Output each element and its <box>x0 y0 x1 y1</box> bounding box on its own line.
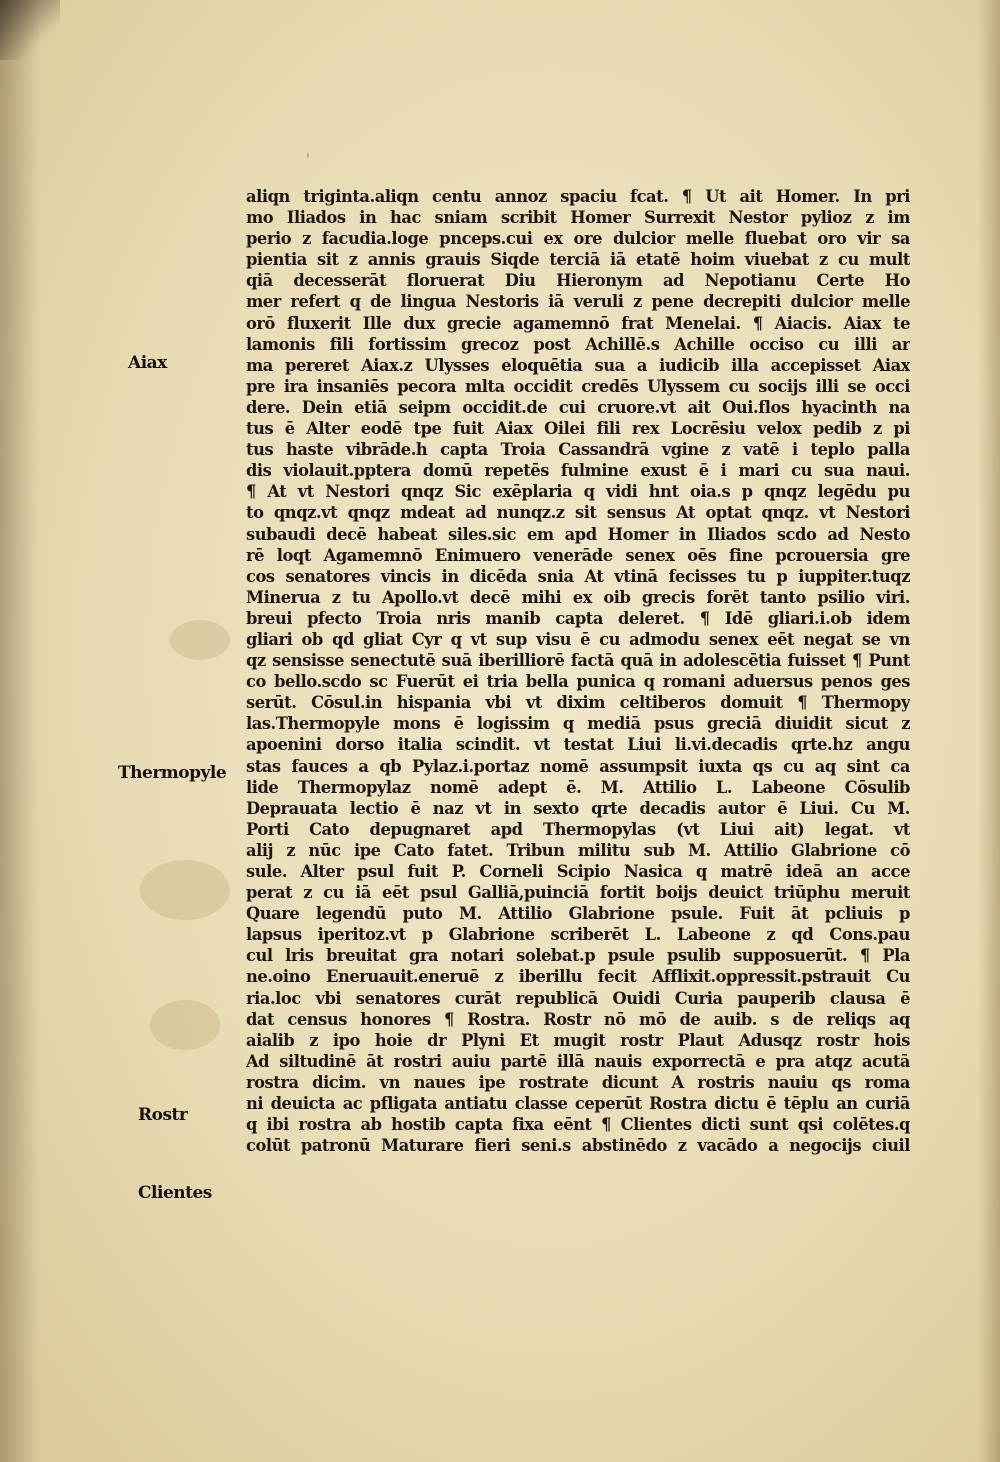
text-line: lapsus iperitoz.vt p Glabrione scriberēt L. Labeone z qd Cons.pau <box>246 925 910 945</box>
text-line: alij z nūc ipe Cato fatet. Tribun militu sub M. Attilio Glabrione cō <box>246 840 910 860</box>
text-line: ria.loc vbi senatores curāt republicā Ouidi Curia pauperib clausa ē <box>246 988 910 1008</box>
text-line: Ad siltudinē āt rostri auiu partē illā nauis exporrectā e pra atqz acutā <box>246 1051 910 1071</box>
text-line: perat z cu iā eēt psul Galliā,puinciā fortit boijs deuict triūphu meruit <box>246 883 910 903</box>
text-line: lide Thermopylaz nomē adept ē. M. Attilio L. Labeone Cōsulib <box>246 777 910 797</box>
text-line: ¶ At vt Nestori qnqz Sic exēplaria q vidi hnt oia.s p qnqz legēdu pu <box>246 482 910 502</box>
text-line: pientia sit z annis grauis Siqde terciā iā etatē hoim viuebat z cu mult <box>246 250 910 270</box>
text-line: dere. Dein etiā seipm occidit.de cui cruore.vt ait Oui.flos hyacinth na <box>246 397 910 417</box>
text-line: rē loqt Agamemnō Enimuero venerāde senex oēs fine pcrouersia gre <box>246 545 910 565</box>
text-line: q ibi rostra ab hostib capta fixa eēnt ¶ Clientes dicti sunt qsi colētes.q <box>246 1115 910 1135</box>
text-line: co bello.scdo sc Fuerūt ei tria bella punica q romani aduersus penos ges <box>246 672 910 692</box>
text-line: orō fluxerit Ille dux grecie agamemnō frat Menelai. ¶ Aiacis. Aiax te <box>246 313 910 333</box>
text-line: perio z facudia.loge pnceps.cui ex ore dulcior melle fluebat oro vir sa <box>246 229 910 249</box>
text-line: pre ira insaniēs pecora mlta occidit credēs Ulyssem cu socijs illi se occi <box>246 376 910 396</box>
paper-stain <box>150 1000 220 1050</box>
text-line: qz sensisse senectutē suā iberilliorē factā quā in adolescētia fuisset ¶ Punt <box>246 651 910 671</box>
text-line: subaudi decē habeat siles.sic em apd Homer in Iliados scdo ad Nesto <box>246 524 910 544</box>
text-line: rostra dicim. vn naues ipe rostrate dicunt A rostris nauiu qs roma <box>246 1072 910 1092</box>
margin-note-clientes: Clientes <box>138 1183 212 1203</box>
text-line: cos senatores vincis in dicēda snia At vtinā fecisses tu p iuppiter.tuqz <box>246 566 910 586</box>
text-line: dat census honores ¶ Rostra. Rostr nō mō de auib. s de reliqs aq <box>246 1009 910 1029</box>
text-line: sule. Alter psul fuit P. Corneli Scipio Nasica q matrē ideā an acce <box>246 862 910 881</box>
text-line: qiā decesserāt floruerat Diu Hieronym ad Nepotianu Certe Ho <box>246 271 910 291</box>
text-line: stas fauces a qb Pylaz.i.portaz nomē assumpsit iuxta qs cu aq sint ca <box>246 756 910 776</box>
text-line: ni deuicta ac pfligata antiatu classe ceperūt Rostra dictu ē tēplu an curiā <box>246 1094 910 1114</box>
text-line: gliari ob qd gliat Cyr q vt sup visu ē cu admodu senex eēt negat se vn <box>246 629 910 649</box>
text-line: to qnqz.vt qnqz mdeat ad nunqz.z sit sensus At optat qnqz. vt Nestori <box>246 503 910 523</box>
gutter-shadow <box>0 0 40 1462</box>
text-line: tus haste vibrāde.h capta Troia Cassandrā vgine z vatē i teplo palla <box>246 440 910 460</box>
paper-stain <box>140 860 230 920</box>
text-line: ma pereret Aiax.z Ulysses eloquētia sua a iudicib illa accepisset Aiax <box>246 355 910 375</box>
text-line: mo Iliados in hac sniam scribit Homer Surrexit Nestor pylioz z im <box>246 208 910 228</box>
text-line: aialib z ipo hoie dr Plyni Et mugit rostr Plaut Adusqz rostr hois <box>246 1030 910 1050</box>
text-line: ne.oino Eneruauit.eneruē z iberillu fecit Afflixit.oppressit.pstrauit Cu <box>246 967 910 987</box>
text-line: breui pfecto Troia nris manib capta deleret. ¶ Idē gliari.i.ob idem <box>246 608 910 628</box>
text-line: Quare legendū puto M. Attilio Glabrione psule. Fuit āt pcliuis p <box>246 904 910 924</box>
text-line: serūt. Cōsul.in hispania vbi vt dixim celtiberos domuit ¶ Thermopy <box>246 693 910 713</box>
margin-note-rostra: Rostr <box>138 1105 188 1125</box>
text-line: dis violauit.pptera domū repetēs fulmine exust ē i mari cu sua naui. <box>246 461 910 481</box>
text-line: cul lris breuitat gra notari solebat.p psule psulib supposuerūt. ¶ Pla <box>246 946 910 966</box>
text-line: Porti Cato depugnaret apd Thermopylas (vt Liui ait) legat. vt <box>246 819 910 839</box>
text-line: Minerua z tu Apollo.vt decē mihi ex oib grecis forēt tanto psilio viri. <box>246 587 910 607</box>
text-line: tus ē Alter eodē tpe fuit Aiax Oilei fili rex Locrēsiu velox pedib z pi <box>246 419 910 439</box>
text-line: las.Thermopyle mons ē logissim q mediā psus greciā diuidit sicut z <box>246 714 910 734</box>
margin-note-thermopyle: Thermopyle <box>118 763 227 783</box>
paper-stain <box>170 620 230 660</box>
ink-fleck: ' <box>306 152 310 168</box>
torn-corner <box>0 0 60 60</box>
text-line: apoenini dorso italia scindit. vt testat Liui li.vi.decadis qrte.hz angu <box>246 735 910 755</box>
text-line: mer refert q de lingua Nestoris iā veruli z pene decrepiti dulcior melle <box>246 292 910 312</box>
page-edge-shadow <box>978 0 1000 1462</box>
text-line: colūt patronū Maturare fieri seni.s abstinēdo z vacādo a negocijs ciuil <box>246 1136 910 1156</box>
text-line: lamonis fili fortissim grecoz post Achillē.s Achille occiso cu illi ar <box>246 334 910 354</box>
text-line: Deprauata lectio ē naz vt in sexto qrte decadis autor ē Liui. Cu M. <box>246 798 910 818</box>
text-line: aliqn triginta.aliqn centu annoz spaciu fcat. ¶ Ut ait Homer. In pri <box>246 187 910 206</box>
margin-note-aiax: Aiax <box>128 353 167 373</box>
body-text <box>246 186 910 1156</box>
